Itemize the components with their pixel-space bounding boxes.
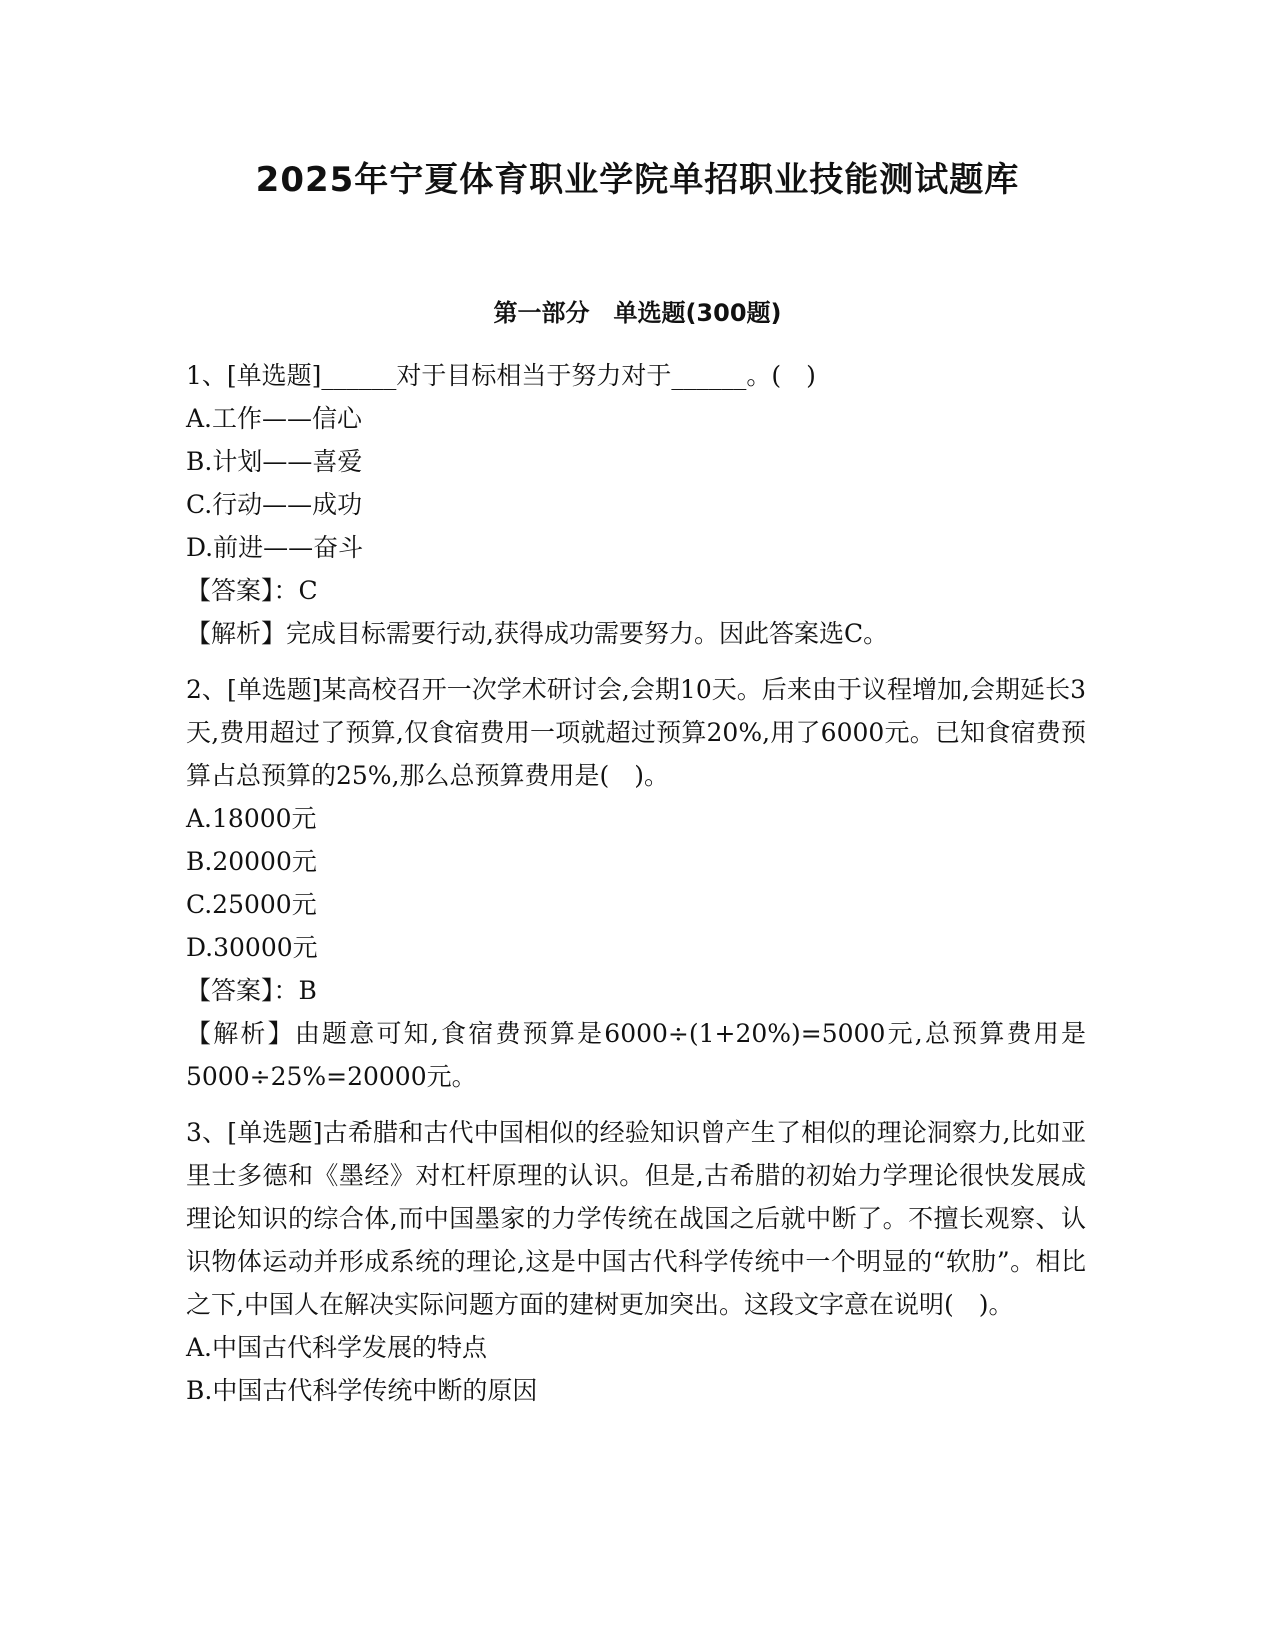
answer-label: 【答案】: [186, 976, 274, 1005]
document-title: 2025年宁夏体育职业学院单招职业技能测试题库: [255, 160, 1020, 200]
analysis-label: 【解析】: [186, 619, 287, 648]
question-item: [186, 354, 1086, 655]
answer-label: 【答案】: [186, 576, 274, 605]
question-item: [186, 668, 1086, 1098]
question-item: [186, 1111, 1086, 1412]
question-stem: 1、[单选题]______对于目标相当于努力对于______。( ): [186, 361, 816, 390]
option-d: D.前进——奋斗: [186, 533, 364, 562]
analysis-line: [186, 1012, 1086, 1098]
question-stem: 3、[单选题]古希腊和古代中国相似的经验知识曾产生了相似的理论洞察力,比如亚里士多德和《墨经》对杠杆原理的认识。但是,古希腊的初始力学理论很快发展成理论知识的综合体,而中国墨家的力学传统在战国之后就中断了。不擅长观察、认识物体运动并形成系统的理论,这是中国古代科学传统中一个明显的“软肋”。相比之下,中国人在解决实际问题方面的建树更加突出。这段文字意在说明( )。: [186, 1118, 1086, 1319]
option-a: A.工作——信心: [186, 404, 363, 433]
answer-line: [186, 569, 1086, 612]
answer-value: ：B: [273, 976, 317, 1005]
analysis-text: 由题意可知,食宿费预算是6000÷(1+20%)=5000元,总预算费用是5000÷25%=20000元。: [186, 1019, 1086, 1091]
analysis-line: [186, 612, 1086, 655]
option-c: C.行动——成功: [186, 490, 363, 519]
question-list: [186, 354, 1086, 1425]
analysis-text: 完成目标需要行动,获得成功需要努力。因此答案选C。: [286, 619, 889, 648]
option-a: A.中国古代科学发展的特点: [186, 1333, 488, 1362]
option-b: B.中国古代科学传统中断的原因: [186, 1376, 538, 1405]
option-a: A.18000元: [186, 804, 317, 833]
option-b: B.20000元: [186, 847, 317, 876]
answer-line: [186, 969, 1086, 1012]
option-c: C.25000元: [186, 890, 317, 919]
answer-value: ：C: [273, 576, 318, 605]
question-stem: 2、[单选题]某高校召开一次学术研讨会,会期10天。后来由于议程增加,会期延长3天,费用超过了预算,仅食宿费用一项就超过预算20%,用了6000元。已知食宿费预算占总预算的25%,那么总预算费用是( )。: [186, 675, 1086, 790]
analysis-label: 【解析】: [186, 1019, 295, 1048]
section-title: 第一部分 单选题(300题): [493, 299, 782, 327]
option-d: D.30000元: [186, 933, 318, 962]
option-b: B.计划——喜爱: [186, 447, 363, 476]
